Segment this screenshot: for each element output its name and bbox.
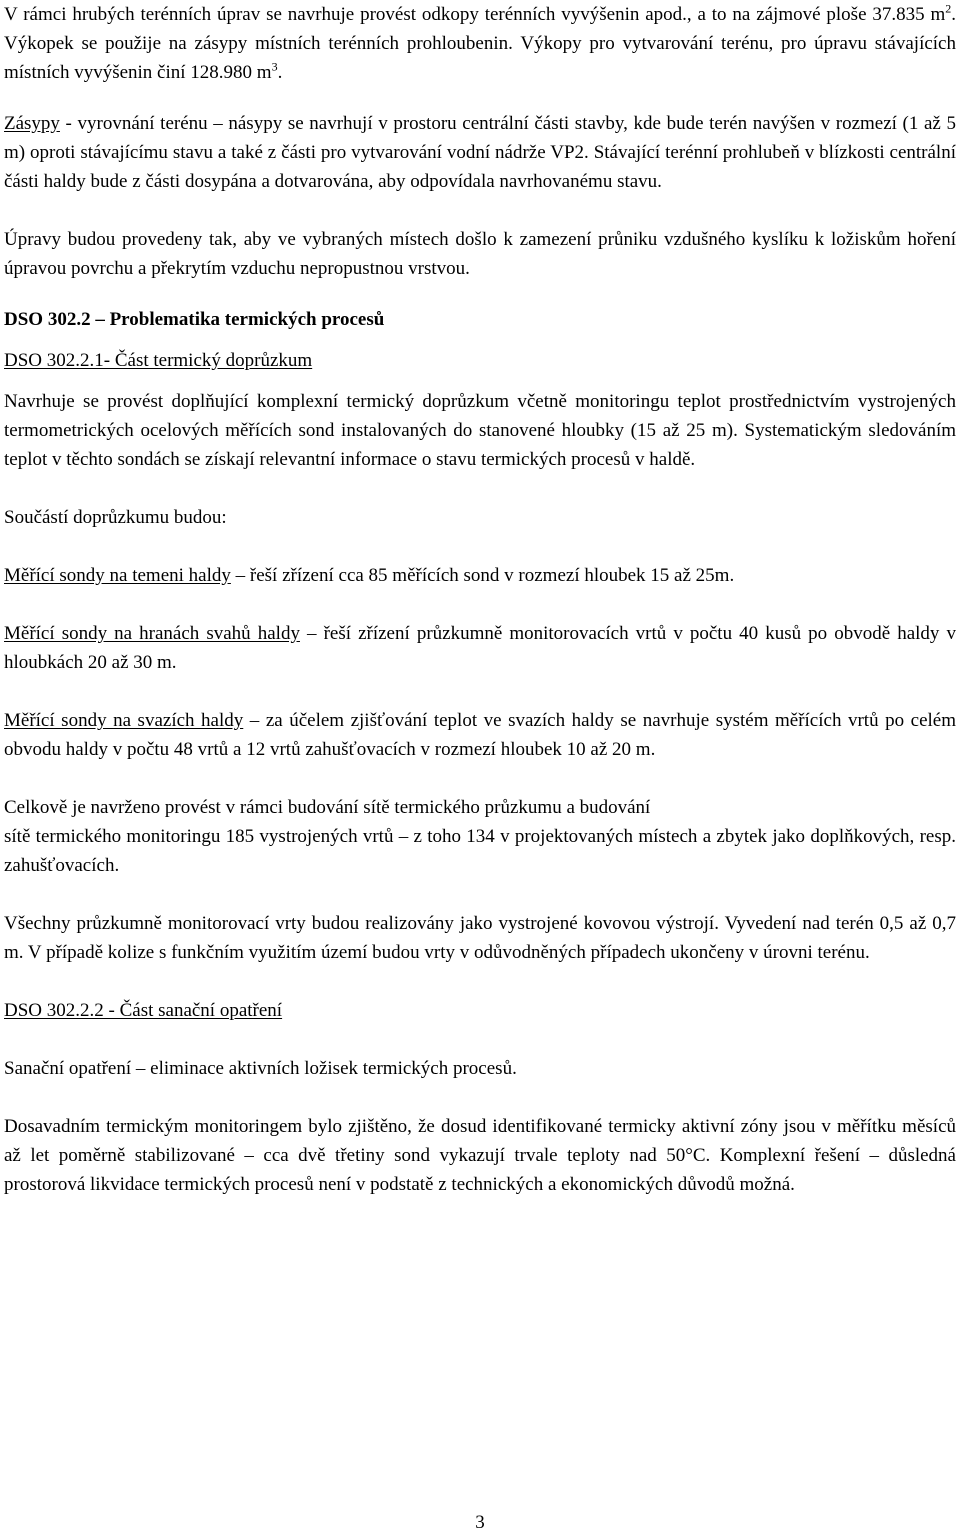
document-page (4, 0, 956, 1199)
paragraph-soucasti: Součástí doprůzkumu budou: (4, 507, 227, 528)
text-temeni: – řeší zřízení cca 85 měřících sond v rozmezí hloubek 15 až 25m. (230, 565, 735, 586)
paragraph-zasypy (4, 109, 956, 196)
term-svahy: Měřící sondy na svazích haldy (4, 710, 244, 731)
text-zasypy: - vyrovnání terénu – násypy se navrhují v prostoru centrální části stavby, kde bude terén navýšen v rozmezí (1 až 5 m) oproti stávajícímu stavu a také z části pro vytvarování vodní nádrže VP2. Stávající terénní prohlubeň v blízkosti centrální části haldy bude z části dosypána a dotvarována, aby odpovídala navrhovanému stavu. (4, 113, 956, 192)
text-hrube-1: V rámci hrubých terénních úprav se navrhuje provést odkopy terénních vyvýšenin apod., a to na zájmové ploše 37.835 m (4, 4, 946, 25)
paragraph-celkove (4, 793, 956, 880)
page-number: 3 (475, 1512, 485, 1533)
text-hrube-3: . (277, 62, 283, 83)
heading-dso-302-2-2 (4, 996, 956, 1025)
heading-dso-302-2-2-text: DSO 302.2.2 - Část sanační opatření (4, 1000, 283, 1021)
paragraph-navrhuje: Navrhuje se provést doplňující komplexní termický doprůzkum včetně monitoringu teplot prostřednictvím vystrojených termometrických ocelových měřících sond instalovaných do stanovené hloubky (15 až 25 m). Systematickým sledováním teplot v těchto sondách se získají relevantní informace o stavu termických procesů v haldě. (4, 391, 956, 470)
paragraph-hrube-upravy (4, 0, 956, 87)
heading-dso-302-2-1-text: DSO 302.2.1- Část termický doprůzkum (4, 350, 313, 371)
paragraph-sanacni: Sanační opatření – eliminace aktivních ložisek termických procesů. (4, 1058, 517, 1079)
text-celkove-line1: Celkově je navrženo provést v rámci budování sítě termického průzkumu a budování (4, 797, 651, 818)
term-zasypy: Zásypy (4, 113, 60, 134)
text-hrany: – řeší zřízení průzkumně monitorovacích vrtů v počtu 40 kusů po obvodě haldy v hloubkách 20 až 30 m. (4, 623, 956, 673)
text-celkove-rest: sítě termického monitoringu 185 vystrojených vrtů – z toho 134 v projektovaných místech a zbytek jako doplňkových, resp. zahušťovacích. (4, 826, 956, 876)
list-item-temeni (4, 561, 956, 590)
paragraph-dosavadnim: Dosavadním termickým monitoringem bylo zjištěno, že dosud identifikované termicky aktivní zóny jsou v měřítku měsíců až let poměrně stabilizované – cca dvě třetiny sond vykazují trvale teploty nad 50°C. Komplexní řešení – důsledná prostorová likvidace termických procesů není v podstatě z technických a ekonomických důvodů možná. (4, 1116, 956, 1195)
list-item-svahy (4, 706, 956, 764)
text-hrube-2: . Výkopek se použije na zásypy místních terénních prohloubenin. Výkopy pro vytvarování terénu, pro úpravu stávajících místních vyvýšenin činí 128.980 m (4, 4, 956, 83)
list-item-hrany (4, 619, 956, 677)
paragraph-vsechny: Všechny průzkumně monitorovací vrty budou realizovány jako vystrojené kovovou výstrojí. Vyvedení nad terén 0,5 až 0,7 m. V případě kolize s funkčním využitím území budou vrty v odůvodněných případech ukončeny v úrovni terénu. (4, 913, 956, 963)
heading-dso-302-2: DSO 302.2 – Problematika termických procesů (4, 309, 385, 330)
superscript-m3: 3 (271, 59, 278, 74)
paragraph-upravy: Úpravy budou provedeny tak, aby ve vybraných místech došlo k zamezení průniku vzdušného kyslíku k ložiskům hoření úpravou povrchu a překrytím vzduchu nepropustnou vrstvou. (4, 229, 956, 279)
text-svahy: – za účelem zjišťování teplot ve svazích haldy se navrhuje systém měřících vrtů po celém obvodu haldy v počtu 48 vrtů a 12 vrtů zahušťovacích v rozmezí hloubek 10 až 20 m. (4, 710, 957, 760)
superscript-m2: 2 (945, 1, 952, 16)
heading-dso-302-2-1 (4, 346, 956, 375)
term-hrany: Měřící sondy na hranách svahů haldy (4, 623, 300, 644)
term-temeni: Měřící sondy na temeni haldy (4, 565, 231, 586)
